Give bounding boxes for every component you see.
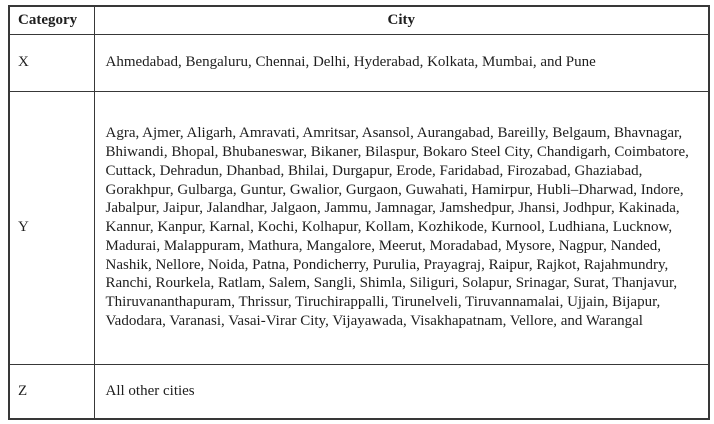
- city-category-table: [8, 5, 710, 420]
- city-list-y: Agra, Ajmer, Aligarh, Amravati, Amritsar, Asansol, Aurangabad, Bareilly, Belgaum, Bhavnagar, Bhiwandi, Bhopal, Bhubaneswar, Bikaner, Bilaspur, Bokaro Steel City, Chandigarh, Coimbatore, Cuttack, Dehradun, Dhanbad, Bhilai, Durgapur, Erode, Faridabad, Firozabad, Ghaziabad, Gorakhpur, Gulbarga, Guntur, Gwalior, Gurgaon, Guwahati, Hamirpur, Hubli–Dharwad, Indore, Jabalpur, Jaipur, Jalandhar, Jalgaon, Jammu, Jamnagar, Jamshedpur, Jhansi, Jodhpur, Kakinada, Kannur, Kanpur, Karnal, Kochi, Kolhapur, Kollam, Kozhikode, Kurnool, Ludhiana, Lucknow, Madurai, Malappuram, Mathura, Mangalore, Meerut, Moradabad, Mysore, Nagpur, Nanded, Nashik, Nellore, Noida, Patna, Pondicherry, Purulia, Prayagraj, Raipur, Rajkot, Rajahmundry, Ranchi, Rourkela, Ratlam, Salem, Sangli, Shimla, Siliguri, Solapur, Srinagar, Surat, Thanjavur, Thiruvananthapuram, Thrissur, Tiruchirappalli, Tirunelveli, Tiruvannamalai, Ujjain, Bijapur, Vadodara, Varanasi, Vasai-Virar City, Vijayawada, Visakhapatnam, Vellore, and Warangal: [94, 91, 709, 364]
- column-header-category: Category: [9, 6, 94, 34]
- category-cell-z: Z: [9, 364, 94, 419]
- table-header-row: [9, 6, 709, 34]
- city-list-z: All other cities: [94, 364, 709, 419]
- table-row-y: [9, 91, 709, 364]
- city-list-x: Ahmedabad, Bengaluru, Chennai, Delhi, Hyderabad, Kolkata, Mumbai, and Pune: [94, 34, 709, 91]
- category-cell-x: X: [9, 34, 94, 91]
- table-row-x: [9, 34, 709, 91]
- category-cell-y: Y: [9, 91, 94, 364]
- table-row-z: [9, 364, 709, 419]
- column-header-city: City: [94, 6, 709, 34]
